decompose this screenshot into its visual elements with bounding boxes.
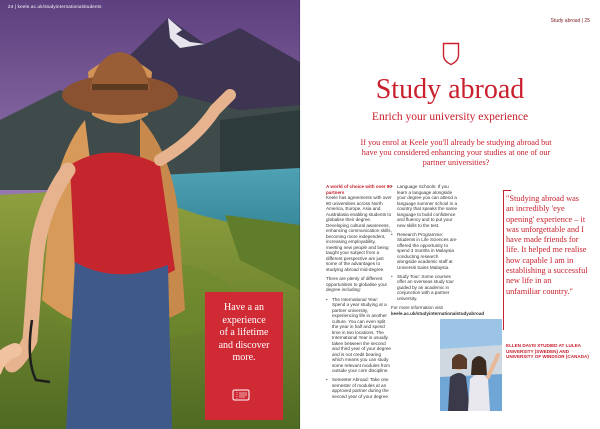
- quote-attribution: ELLEN DAVIS STUDIED AT LULEA UNIVERSITY (SWEDEN) AND UNIVERSITY OF WINDSOR (CANADA): [506, 343, 589, 360]
- list-item: • Semester Abroad: Take one semester of modules at an approved partner during the second year of your degree.: [326, 377, 392, 399]
- list-item: • Language Schools: If you learn a language alongside your degree you can attend a language summer school in a country that speaks the same language to build confidence and fluency and to put your new skills to the test.: [391, 184, 459, 228]
- list-item: • Research Programme: Students in Life Sciences are offered the opportunity to spend 3 months in Malaysia conducting research alongside academic staff at Universiti Sains Malaysia.: [391, 232, 459, 271]
- pull-quote: "Studying abroad was an incredibly 'eye opening' experience – it was unforgettable and I have made friends for life. It helped me realise how capable I am in establishing a successful new life in an unfamiliar country.": [506, 194, 588, 296]
- body-paragraph: Keele has agreements with over 80 universities across North America, Europe, Asia and Australasia enabling students to globalise their degree. Developing cultural awareness, enhancing communication skills, becoming more independent, increasing employability, meeting new people and being taught your subject from a different perspective are just some of the advantages to studying abroad mid-degree.: [326, 195, 392, 272]
- callout-line: of a lifetime: [219, 327, 269, 338]
- quote-rule: [503, 190, 511, 191]
- more-info-text: For more information visit: [391, 304, 443, 310]
- spine-shadow: [299, 0, 301, 429]
- section-heading: A world of choice with over 80 partners: [326, 184, 392, 195]
- page-title: Study abroad: [375, 74, 525, 105]
- bullet-list: [391, 184, 459, 301]
- body-paragraph: There are plenty of different opportunities to globalise your degree including:: [326, 276, 388, 292]
- body-column-1: [326, 184, 392, 403]
- list-item: • The International Year: Spend a year studying at a partner university, experiencing life in another culture. You can even split the year in half and spend time in two locations. The International Year is usually taken between the second and third year of your degree and is not credit bearing which means you can study some relevant modules from outside your core discipline.: [326, 297, 392, 374]
- callout-line: experience: [222, 314, 266, 326]
- callout-line: Have a an: [224, 302, 264, 313]
- callout-line: and discover: [218, 339, 270, 351]
- quote-rule: [503, 190, 504, 330]
- ticket-icon: [232, 389, 250, 401]
- body-column-2: [391, 184, 485, 321]
- page-folio: 24 | keele.ac.uk/studyinternationalstudents: [8, 4, 102, 9]
- more-info-link[interactable]: keele.ac.uk/studyinternationalstudyabroad: [391, 311, 485, 316]
- page-subtitle: Enrich your university experience: [371, 111, 529, 123]
- bullet-list: [326, 297, 392, 400]
- student-photo: [440, 319, 502, 411]
- list-item: • Study Tour: Some courses offer an overseas study tour guided by an academic in conjunction with a partner university.: [391, 274, 459, 302]
- page-folio: Study abroad | 25: [550, 18, 590, 24]
- intro-text: If you enrol at Keele you'll already be studying abroad but have you considered enhancing your studies at one of our partner universities?: [360, 138, 552, 168]
- shield-icon: [442, 42, 460, 66]
- callout-line: more.: [232, 352, 256, 363]
